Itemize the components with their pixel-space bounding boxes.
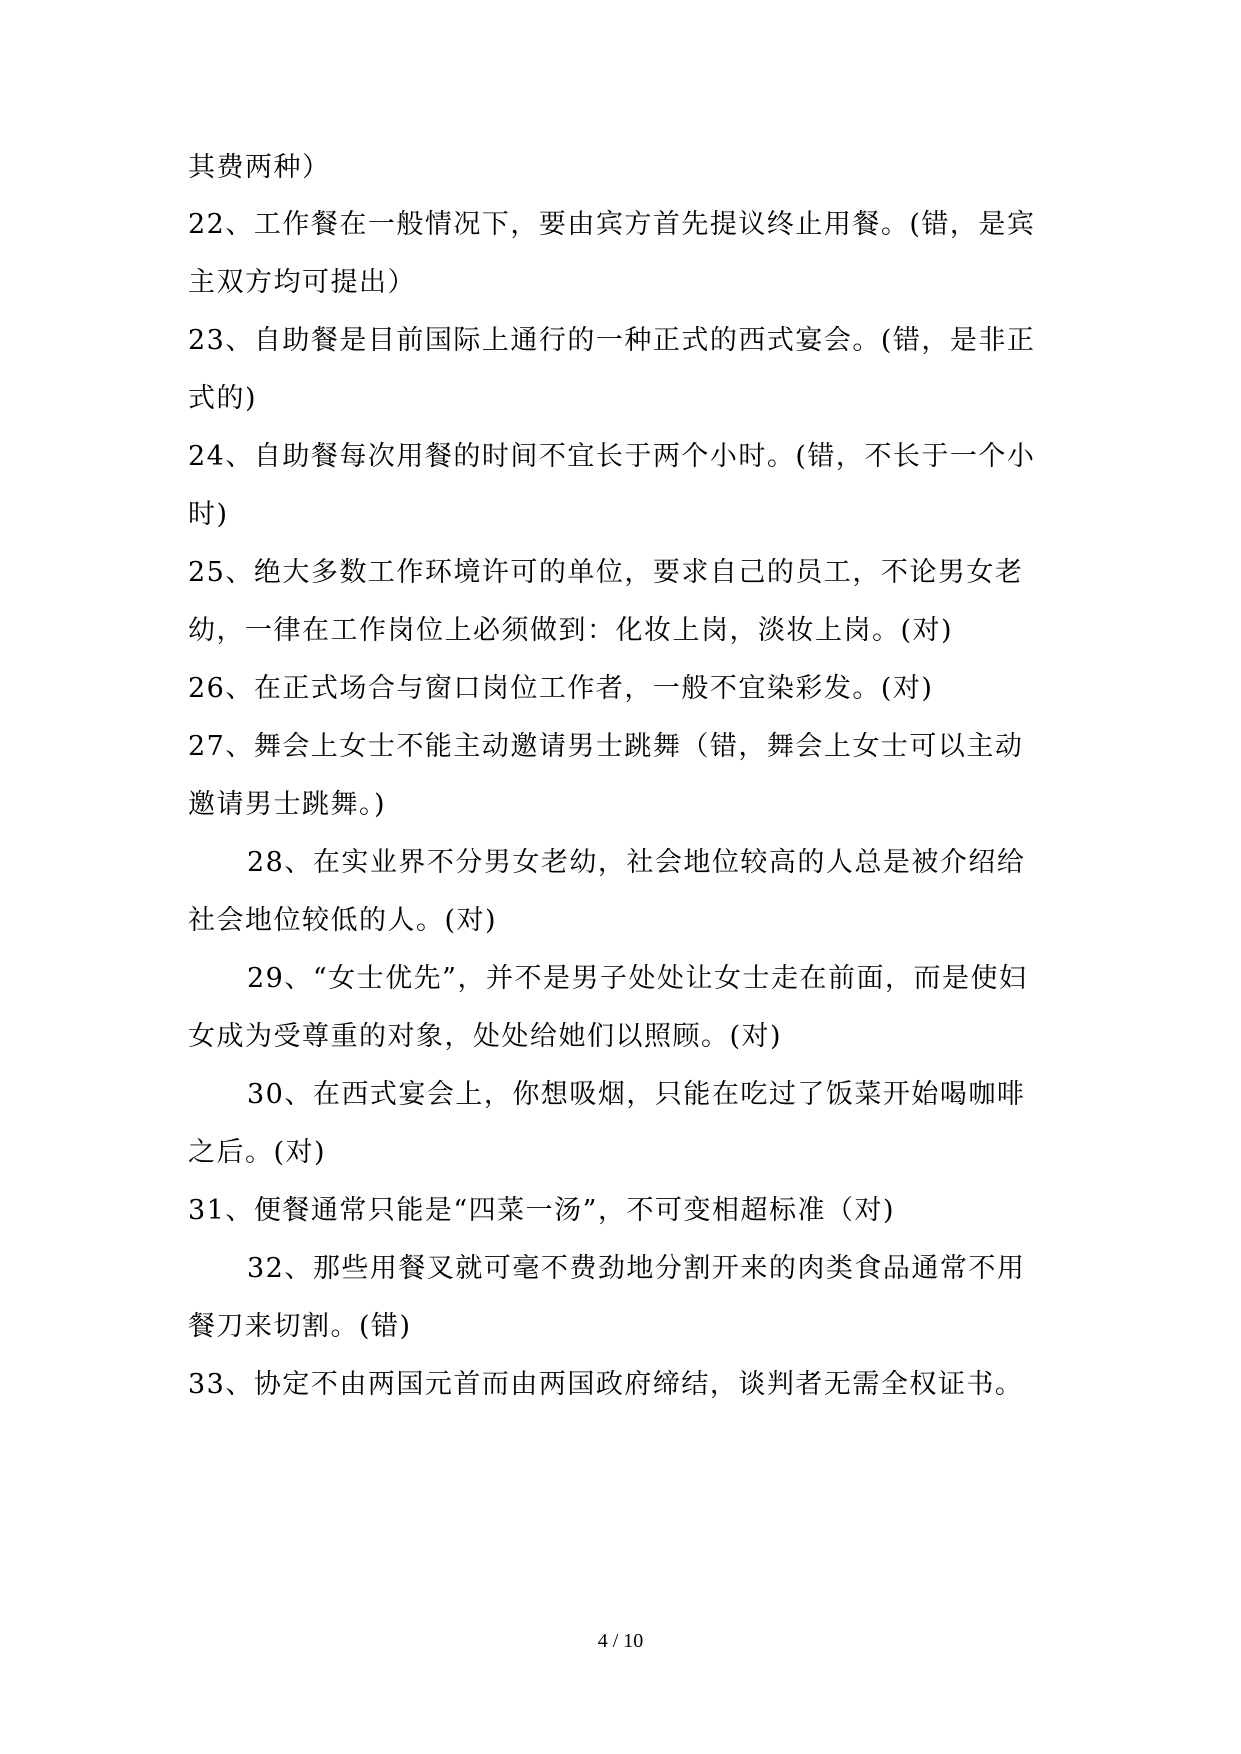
text-line: 30、在西式宴会上，你想吸烟，只能在吃过了饭菜开始喝咖啡 <box>247 1079 1026 1110</box>
text-line: 其费两种） <box>188 152 331 183</box>
text-line: 幼，一律在工作岗位上必须做到：化妆上岗，淡妆上岗。(对) <box>188 615 954 646</box>
text-line: 28、在实业界不分男女老幼，社会地位较高的人总是被介绍给 <box>247 847 1026 878</box>
text-line: 29、“女士优先”，并不是男子处处让女士走在前面，而是使妇 <box>247 963 1028 994</box>
text-line: 22、工作餐在一般情况下，要由宾方首先提议终止用餐。(错，是宾 <box>188 209 1036 240</box>
text-line: 24、自助餐每次用餐的时间不宜长于两个小时。(错，不长于一个小 <box>188 441 1036 472</box>
text-line: 26、在正式场合与窗口岗位工作者，一般不宜染彩发。(对) <box>188 673 934 704</box>
text-line: 27、舞会上女士不能主动邀请男士跳舞（错，舞会上女士可以主动 <box>188 731 1024 762</box>
page-number: 4 / 10 <box>597 1630 644 1652</box>
text-line: 33、协定不由两国元首而由两国政府缔结，谈判者无需全权证书。 <box>188 1369 1024 1400</box>
text-line: 主双方均可提出） <box>188 267 416 298</box>
text-line: 25、绝大多数工作环境许可的单位，要求自己的员工，不论男女老 <box>188 557 1024 588</box>
text-line: 式的) <box>188 383 258 414</box>
text-line: 餐刀来切割。(错) <box>188 1311 412 1342</box>
text-line: 社会地位较低的人。(对) <box>188 905 498 936</box>
text-line: 之后。(对) <box>188 1137 327 1168</box>
text-line: 女成为受尊重的对象，处处给她们以照顾。(对) <box>188 1021 783 1052</box>
text-line: 32、那些用餐叉就可毫不费劲地分割开来的肉类食品通常不用 <box>247 1253 1026 1284</box>
text-line: 时) <box>188 499 229 530</box>
text-line: 邀请男士跳舞。) <box>188 789 387 820</box>
text-line: 31、便餐通常只能是“四菜一汤”，不可变相超标准（对) <box>188 1195 895 1226</box>
text-line: 23、自助餐是目前国际上通行的一种正式的西式宴会。(错，是非正 <box>188 325 1036 356</box>
